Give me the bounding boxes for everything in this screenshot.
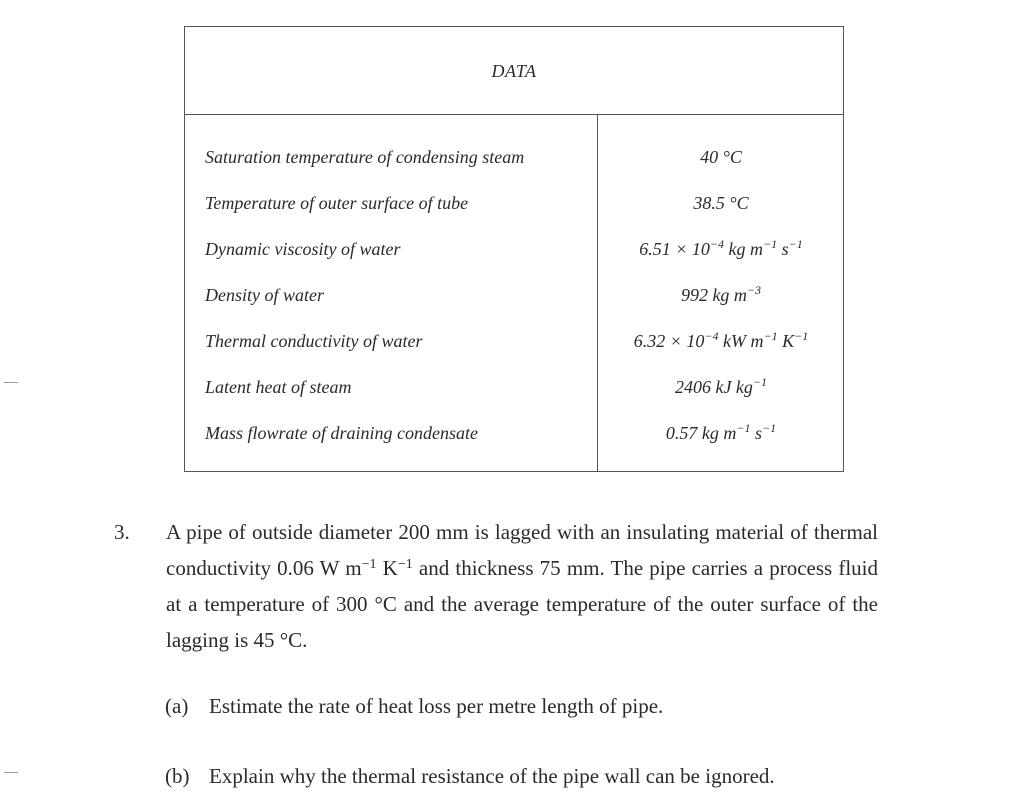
question-number: 3. (114, 520, 130, 544)
table-row (185, 331, 843, 361)
row-value: 992 kg $m^{-3}$ (680, 283, 762, 305)
table-row (185, 147, 843, 177)
row-value: $6.51 \times 10^{-4}$ kg $m^{-1}$ $s^{-1}$ (639, 237, 803, 259)
table-row (185, 239, 843, 269)
part-text: Explain why the thermal resistance of the pipe wall can be ignored. (209, 764, 775, 788)
row-label: Latent heat of steam (205, 377, 352, 397)
table-row (185, 193, 843, 223)
part-text: Estimate the rate of heat loss per metre length of pipe. (209, 694, 664, 718)
table-row (185, 423, 843, 453)
table-row (185, 285, 843, 315)
question-part-b (165, 764, 775, 789)
row-label: Dynamic viscosity of water (205, 239, 401, 259)
row-label: Saturation temperature of condensing steam (205, 147, 525, 167)
row-label: Temperature of outer surface of tube (205, 193, 469, 213)
row-label: Thermal conductivity of water (205, 331, 423, 351)
row-value: 2406 kJ $kg^{-1}$ (674, 375, 768, 397)
scan-mark (4, 382, 18, 383)
question-text: A pipe of outside diameter 200 mm is lagged with an insulating material of thermal conductivity 0.06 W $m^{-1}$ $K^{-1}$ and thickness 75 mm. The pipe carries a process fluid at a temperature of 300 °C and the average temperature of the outer surface of the lagging is 45 °C. (166, 520, 878, 652)
part-label: (b) (165, 764, 190, 788)
row-value: 0.57 kg $m^{-1}$ $s^{-1}$ (665, 421, 777, 443)
row-value: $6.32 \times 10^{-4}$ kW $m^{-1}$ $K^{-1}$ (633, 329, 809, 351)
question-part-a (165, 694, 663, 719)
data-table (184, 26, 844, 472)
row-label: Density of water (205, 285, 324, 305)
row-value: 40 °C (700, 147, 742, 167)
part-label: (a) (165, 694, 189, 718)
scan-mark (4, 772, 18, 773)
row-label: Mass flowrate of draining condensate (205, 423, 478, 443)
row-value: 38.5 °C (693, 193, 749, 213)
table-title: DATA (491, 61, 537, 81)
table-header (185, 27, 843, 115)
table-row (185, 377, 843, 407)
